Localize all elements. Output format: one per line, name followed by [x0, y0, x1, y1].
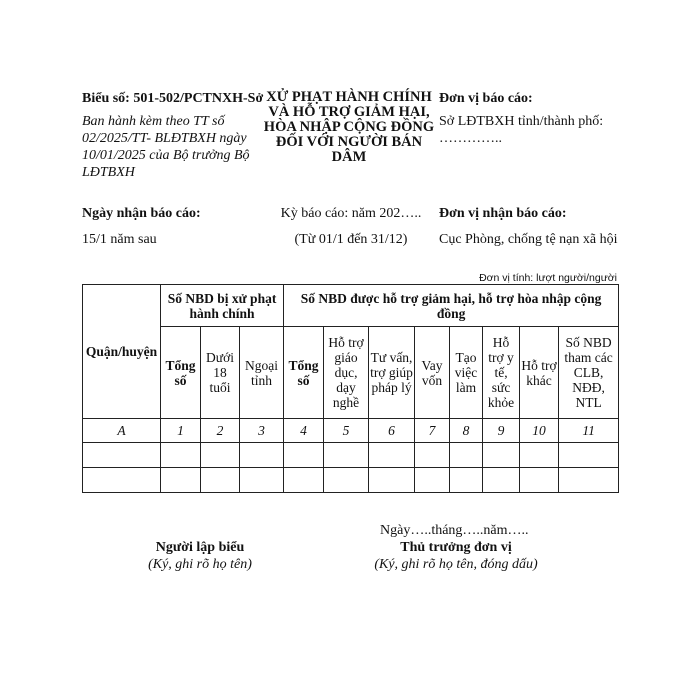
- table-cell[interactable]: [83, 468, 161, 493]
- table-cell[interactable]: [483, 468, 520, 493]
- statistics-table: [82, 284, 619, 493]
- index-cell: 6: [369, 419, 415, 443]
- table-cell[interactable]: [415, 468, 450, 493]
- index-cell: 11: [559, 419, 619, 443]
- period-label: Kỳ báo cáo: năm 202…..: [280, 206, 422, 221]
- index-cell: 10: [520, 419, 559, 443]
- date-line: Ngày…..tháng…..năm…..: [380, 523, 529, 538]
- header-loans: Vay vốn: [415, 327, 450, 419]
- table-cell[interactable]: [450, 443, 483, 468]
- reporting-unit-label: Đơn vị báo cáo:: [439, 91, 533, 106]
- table-cell[interactable]: [240, 443, 284, 468]
- form-header-right: [439, 90, 629, 147]
- issued-by-note: Ban hành kèm theo TT số 02/2025/TT- BLĐTBXH ngày 10/01/2025 của Bộ trưởng Bộ LĐTBXH: [82, 114, 250, 180]
- table-cell[interactable]: [83, 443, 161, 468]
- index-row: [83, 419, 619, 443]
- receive-date-label: Ngày nhận báo cáo:: [82, 206, 201, 221]
- table-cell[interactable]: [520, 468, 559, 493]
- table-row: [83, 468, 619, 493]
- table-cell[interactable]: [369, 468, 415, 493]
- preparer-signature-block: [120, 539, 280, 573]
- index-cell: 2: [201, 419, 240, 443]
- table-cell[interactable]: [559, 443, 619, 468]
- header-job-creation: Tạo việc làm: [450, 327, 483, 419]
- table-cell[interactable]: [415, 443, 450, 468]
- preparer-title: Người lập biểu: [155, 540, 245, 555]
- receive-date-value: 15/1 năm sau: [82, 232, 157, 247]
- table-cell[interactable]: [369, 443, 415, 468]
- header-out-of-province: Ngoại tỉnh: [240, 327, 284, 419]
- table-cell[interactable]: [284, 468, 324, 493]
- head-signature-block: [356, 539, 556, 573]
- index-cell: 7: [415, 419, 450, 443]
- form-header-left: [82, 90, 267, 181]
- table-cell[interactable]: [284, 443, 324, 468]
- group-header-row: [83, 285, 619, 327]
- header-health-support: Hỗ trợ y tế, sức khỏe: [483, 327, 520, 419]
- index-cell: 1: [161, 419, 201, 443]
- unit-note: Đơn vị tính: lượt người/người: [479, 272, 617, 284]
- table-cell[interactable]: [201, 443, 240, 468]
- table-cell[interactable]: [161, 468, 201, 493]
- recipient-value: Cục Phòng, chống tệ nạn xã hội: [439, 232, 618, 247]
- index-cell: 8: [450, 419, 483, 443]
- table-cell[interactable]: [161, 443, 201, 468]
- period-block: [266, 205, 436, 248]
- head-title: Thủ trưởng đơn vị: [400, 540, 512, 555]
- table-cell[interactable]: [450, 468, 483, 493]
- header-under-18: Dưới 18 tuổi: [201, 327, 240, 419]
- preparer-note: (Ký, ghi rõ họ tên): [148, 557, 252, 572]
- group-header-supported: Số NBD được hỗ trợ giảm hại, hỗ trợ hòa nhập cộng đồng: [284, 285, 619, 327]
- table-cell[interactable]: [559, 468, 619, 493]
- table-cell[interactable]: [240, 468, 284, 493]
- header-education-support: Hỗ trợ giáo dục, dạy nghề: [324, 327, 369, 419]
- district-header: Quận/huyện: [83, 285, 161, 419]
- index-cell: 5: [324, 419, 369, 443]
- index-cell: 9: [483, 419, 520, 443]
- recipient-block: [439, 205, 619, 248]
- form-code: Biểu số: 501-502/PCTNXH-Sở: [82, 91, 264, 106]
- index-cell: 4: [284, 419, 324, 443]
- reporting-unit-value: Sở LĐTBXH tỉnh/thành phố: …………..: [439, 114, 604, 146]
- header-legal-aid: Tư vấn, trợ giúp pháp lý: [369, 327, 415, 419]
- header-total-penalized: Tổng số: [161, 327, 201, 419]
- header-club-participants: Số NBD tham các CLB, NĐĐ, NTL: [559, 327, 619, 419]
- receive-date-block: [82, 205, 267, 248]
- header-other-support: Hỗ trợ khác: [520, 327, 559, 419]
- form-title: XỬ PHẠT HÀNH CHÍNH VÀ HỖ TRỢ GIẢM HẠI, HÒA NHẬP CỘNG ĐỒNG ĐỐI VỚI NGƯỜI BÁN DÂM: [263, 89, 435, 165]
- index-cell: 3: [240, 419, 284, 443]
- table-cell[interactable]: [324, 443, 369, 468]
- index-cell: A: [83, 419, 161, 443]
- header-total-supported: Tổng số: [284, 327, 324, 419]
- recipient-label: Đơn vị nhận báo cáo:: [439, 206, 567, 221]
- table-cell[interactable]: [520, 443, 559, 468]
- table-cell[interactable]: [324, 468, 369, 493]
- period-value: (Từ 01/1 đến 31/12): [294, 232, 408, 247]
- group-header-penalized: Số NBD bị xử phạt hành chính: [161, 285, 284, 327]
- table-row: [83, 443, 619, 468]
- table-cell[interactable]: [201, 468, 240, 493]
- table-cell[interactable]: [483, 443, 520, 468]
- sub-header-row: [83, 327, 619, 419]
- head-note: (Ký, ghi rõ họ tên, đóng dấu): [374, 557, 538, 572]
